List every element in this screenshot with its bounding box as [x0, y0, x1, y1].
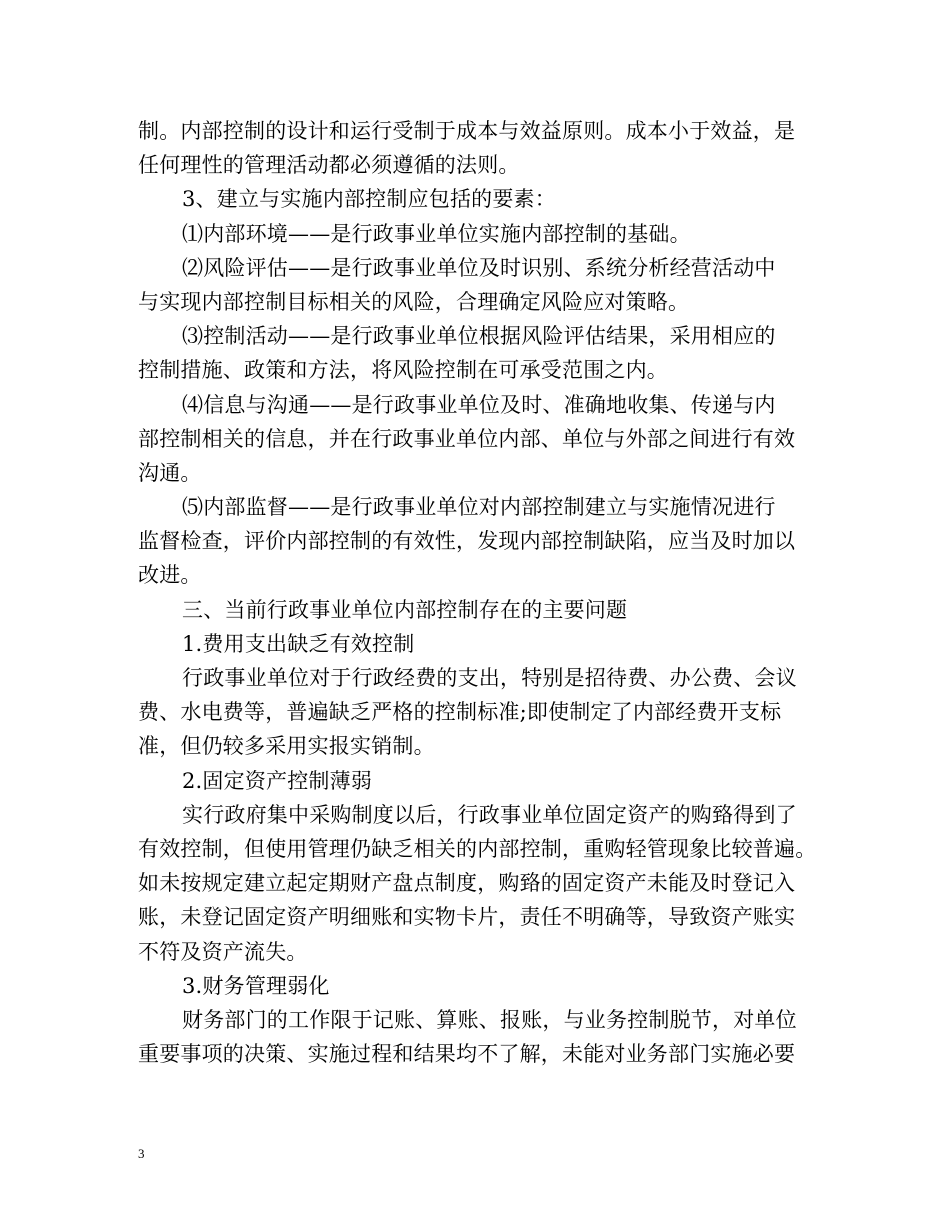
list-item-internal-supervision: ⑸内部监督——是行政事业单位对内部控制建立与实施情况进行	[182, 495, 776, 520]
text-line-1: 制。内部控制的设计和运行受制于成本与效益原则。成本小于效益，是	[138, 119, 796, 143]
text-line-8: 控制措施、政策和方法，将风险控制在可承受范围之内。	[138, 358, 668, 383]
text-line-14: 改进。	[138, 563, 202, 588]
text-line-10: 部控制相关的信息，并在行政事业单位内部、单位与外部之间进行有效	[138, 426, 796, 451]
text-line-11: 沟通。	[138, 460, 202, 485]
section-heading-elements: 3、建立与实施内部控制应包括的要素：	[182, 187, 556, 212]
text-line-22: 有效控制，但使用管理仍缺乏相关的内部控制，重购轻管现象比较普遍。	[138, 836, 817, 861]
text-line-25: 不符及资产流失。	[138, 939, 308, 964]
subheading-expense-control: 1.费用支出缺乏有效控制	[182, 631, 415, 656]
list-item-risk-assessment: ⑵风险评估——是行政事业单位及时识别、系统分析经营活动中	[182, 255, 776, 280]
document-body	[138, 114, 818, 1071]
text-line-19: 准，但仍较多采用实报实销制。	[138, 734, 435, 759]
list-item-information-communication: ⑷信息与沟通——是行政事业单位及时、准确地收集、传递与内	[182, 392, 776, 417]
text-line-13: 监督检查，评价内部控制的有效性，发现内部控制缺陷，应当及时加以	[138, 529, 796, 554]
text-line-17: 行政事业单位对于行政经费的支出，特别是招待费、办公费、会议	[182, 666, 797, 690]
text-line-24: 账，未登记固定资产明细账和实物卡片，责任不明确等，导致资产账实	[138, 905, 796, 930]
page-number: 3	[138, 1146, 145, 1161]
list-item-internal-environment: ⑴内部环境——是行政事业单位实施内部控制的基础。	[182, 221, 691, 246]
text-line-2: 任何理性的管理活动都必须遵循的法则。	[138, 153, 520, 178]
section-heading-main-problems: 三、当前行政事业单位内部控制存在的主要问题	[182, 597, 628, 622]
subheading-fixed-assets: 2.固定资产控制薄弱	[182, 768, 373, 793]
text-line-23: 如未按规定建立起定期财产盘点制度，购臵的固定资产未能及时登记入	[138, 871, 796, 896]
text-line-27: 财务部门的工作限于记账、算账、报账，与业务控制脱节，对单位	[182, 1007, 797, 1032]
list-item-control-activities: ⑶控制活动——是行政事业单位根据风险评估结果，采用相应的	[182, 324, 776, 349]
subheading-financial-management: 3.财务管理弱化	[182, 973, 330, 998]
text-line-18: 费、水电费等，普遍缺乏严格的控制标准;即使制定了内部经费开支标	[138, 700, 782, 725]
text-line-21: 实行政府集中采购制度以后，行政事业单位固定资产的购臵得到了	[182, 802, 797, 827]
text-line-28: 重要事项的决策、实施过程和结果均不了解，未能对业务部门实施必要	[138, 1042, 796, 1067]
text-line-6: 与实现内部控制目标相关的风险，合理确定风险应对策略。	[138, 289, 690, 314]
